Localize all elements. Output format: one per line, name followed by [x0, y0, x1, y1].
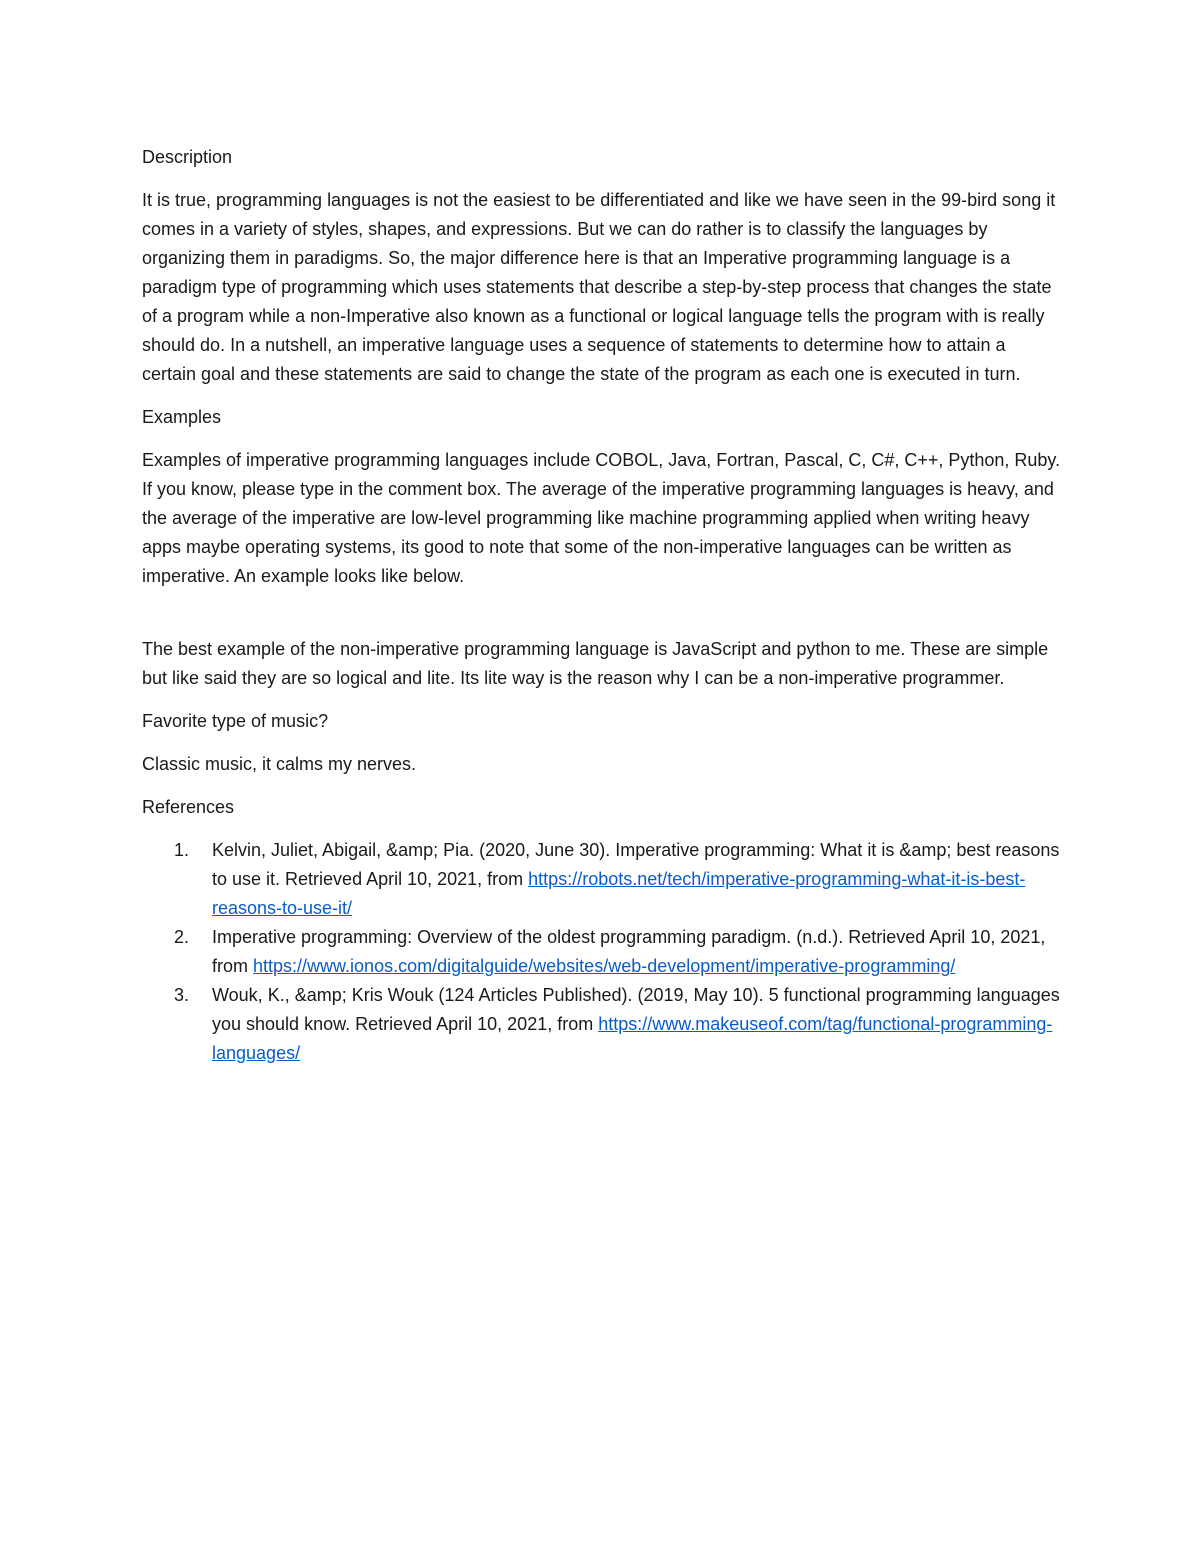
reference-text: Imperative programming: Overview of the oldest programming paradigm. (n.d.). Retrieved April 10, 2021, from	[212, 927, 1046, 976]
reference-number: 1.	[174, 840, 190, 860]
blank-line	[142, 605, 1062, 635]
reference-text: Wouk, K., &amp; Kris Wouk (124 Articles Published). (2019, May 10). 5 functional programming languages you should know. Retrieved April 10, 2021, from	[212, 985, 1060, 1034]
best-example-paragraph: The best example of the non-imperative programming language is JavaScript and python to me. These are simple but like said they are so logical and lite. Its lite way is the reason why I can be a non-imperative programmer.	[142, 639, 1049, 688]
reference-link[interactable]: https://www.ionos.com/digitalguide/websites/web-development/imperative-programming/	[253, 956, 956, 976]
reference-number: 2.	[174, 927, 190, 947]
reference-link[interactable]: https://www.makeuseof.com/tag/functional-programming-languages/	[212, 1014, 1053, 1063]
reference-link[interactable]: https://robots.net/tech/imperative-programming-what-it-is-best-reasons-to-use-it/	[212, 869, 1026, 918]
reference-item	[142, 981, 1062, 1068]
document-page	[142, 143, 1062, 1068]
references-list	[142, 836, 1062, 1068]
reference-number: 3.	[174, 985, 190, 1005]
music-answer: Classic music, it calms my nerves.	[142, 754, 417, 774]
references-heading: References	[142, 797, 235, 817]
examples-heading: Examples	[142, 407, 222, 427]
reference-item	[142, 836, 1062, 923]
description-heading: Description	[142, 147, 233, 167]
description-paragraph: It is true, programming languages is not the easiest to be differentiated and like we have seen in the 99-bird song it comes in a variety of styles, shapes, and expressions. But we can do rather is to classify the languages by organizing them in paradigms. So, the major difference here is that an Imperative programming language is a paradigm type of programming which uses statements that describe a step-by-step process that changes the state of a program while a non-Imperative also known as a functional or logical language tells the program with is really should do. In a nutshell, an imperative language uses a sequence of statements to determine how to attain a certain goal and these statements are said to change the state of the program as each one is executed in turn.	[142, 190, 1056, 384]
reference-text: Kelvin, Juliet, Abigail, &amp; Pia. (2020, June 30). Imperative programming: What it is &amp; best reasons to use it. Retrieved April 10, 2021, from	[212, 840, 1060, 889]
reference-item	[142, 923, 1062, 981]
music-question: Favorite type of music?	[142, 711, 329, 731]
examples-paragraph: Examples of imperative programming languages include COBOL, Java, Fortran, Pascal, C, C#, C++, Python, Ruby. If you know, please type in the comment box. The average of the imperative programming languages is heavy, and the average of the imperative are low-level programming like machine programming applied when writing heavy apps maybe operating systems, its good to note that some of the non-imperative languages can be written as imperative. An example looks like below.	[142, 450, 1061, 586]
